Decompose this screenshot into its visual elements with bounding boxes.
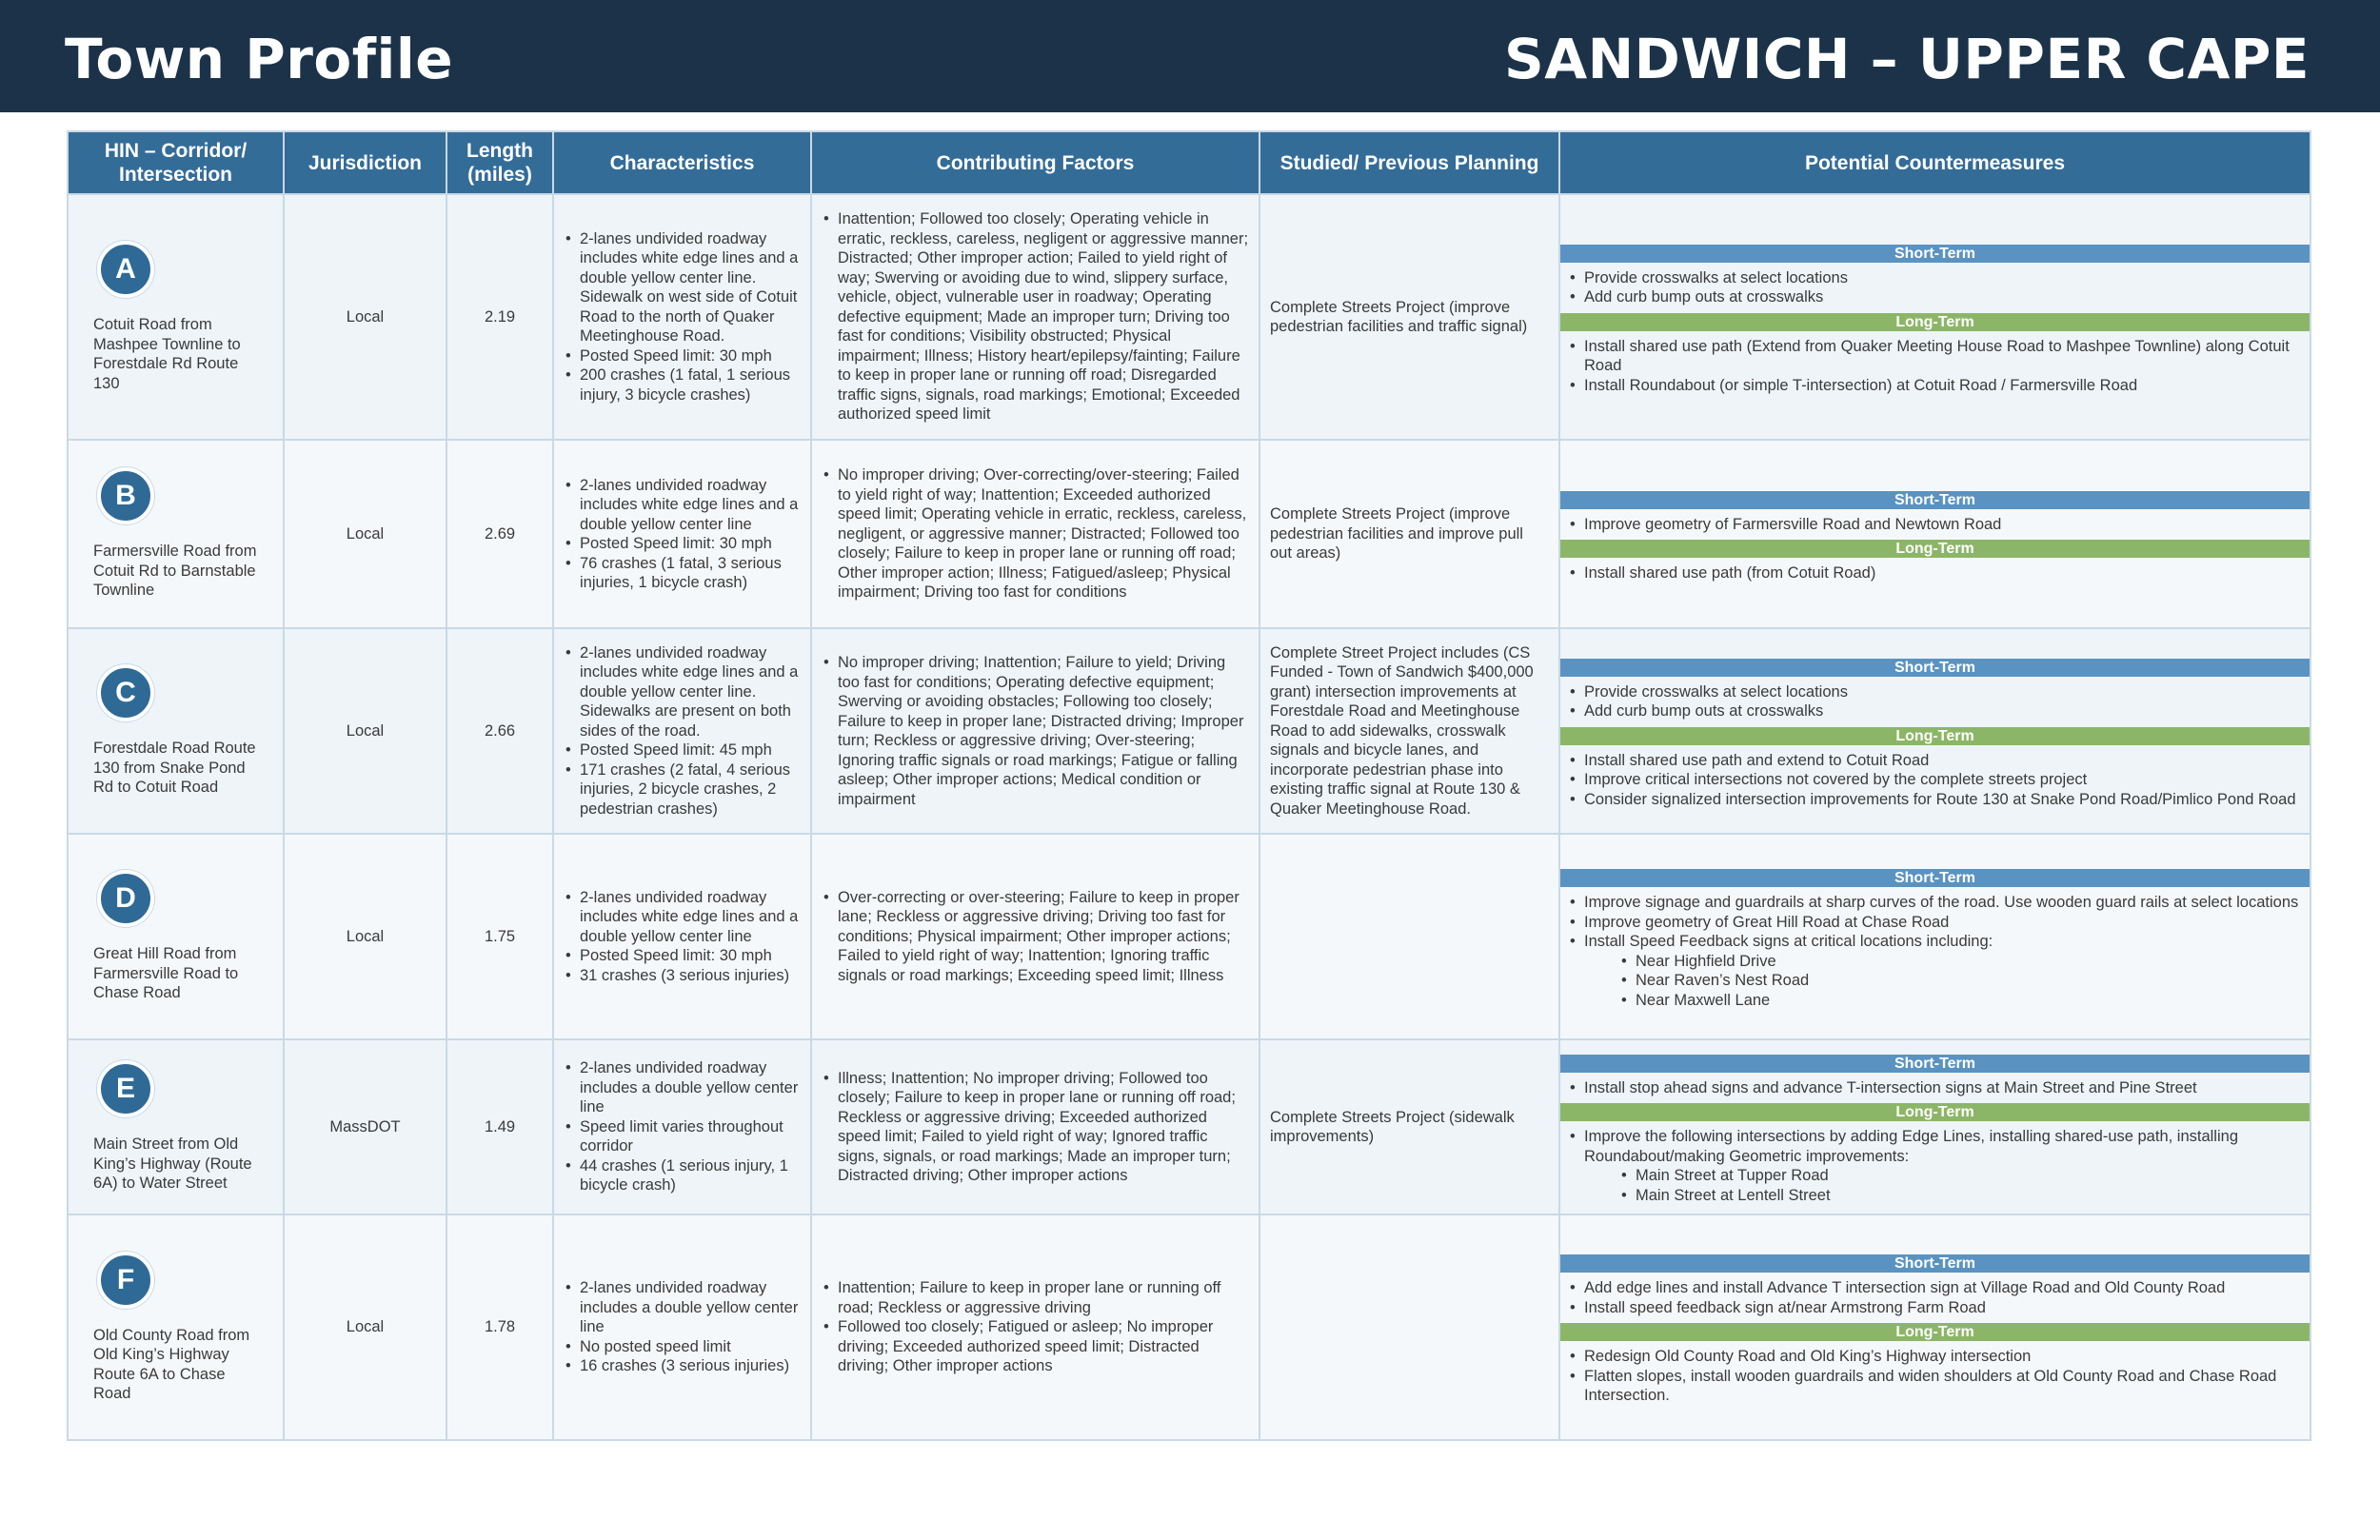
list-item: • 2-lanes undivided roadway includes white edge lines and a double yellow center line. Sidewalks are present on both sides of the road.	[564, 643, 801, 741]
contributing-factors-list	[822, 209, 1249, 424]
list-item: • Posted Speed limit: 30 mph	[564, 946, 801, 966]
short-term-label: Short-Term	[1560, 1055, 2310, 1073]
characteristics-cell	[553, 834, 811, 1039]
list-item: • Improve geometry of Great Hill Road at Chase Road	[1568, 913, 2300, 933]
long-term-list	[1568, 337, 2300, 396]
long-term-list	[1568, 751, 2300, 810]
long-term-label: Long-Term	[1560, 1323, 2310, 1341]
short-term-measures	[1560, 682, 2310, 721]
length-cell: 2.66	[446, 628, 553, 834]
countermeasures-cell	[1559, 628, 2311, 834]
column-header: Length (miles)	[446, 131, 553, 194]
contributing-factors-list	[822, 1278, 1249, 1376]
long-term-measures	[1560, 337, 2310, 396]
long-term-label: Long-Term	[1560, 727, 2310, 745]
jurisdiction-cell: Local	[284, 834, 446, 1039]
long-term-measures	[1560, 563, 2310, 583]
jurisdiction-cell: Local	[284, 194, 446, 440]
list-item: • Redesign Old County Road and Old King’s Highway intersection	[1568, 1347, 2300, 1367]
list-item: • Install shared use path (Extend from Quaker Meeting House Road to Mashpee Townline) along Cotuit Road	[1568, 337, 2300, 376]
countermeasures-cell	[1559, 1039, 2311, 1214]
countermeasures-cell	[1559, 194, 2311, 440]
contributing-factors-list	[822, 1069, 1249, 1186]
list-item: • Install shared use path (from Cotuit Road)	[1568, 563, 2300, 583]
column-header: Jurisdiction	[284, 131, 446, 194]
list-item: • 2-lanes undivided roadway includes a double yellow center line	[564, 1278, 801, 1337]
list-item: • Provide crosswalks at select locations	[1568, 268, 2300, 288]
list-item: • Consider signalized intersection improvements for Route 130 at Snake Pond Road/Pimlico Pond Road	[1568, 790, 2300, 810]
corridor-letter-badge: D	[97, 870, 154, 927]
list-item: • Flatten slopes, install wooden guardrails and widen shoulders at Old County Road and Chase Road Intersection.	[1568, 1367, 2300, 1406]
list-item: • 2-lanes undivided roadway includes a double yellow center line	[564, 1058, 801, 1117]
list-item: • No improper driving; Over-correcting/over-steering; Failed to yield right of way; Inattention; Exceeded authorized speed limit; Operating vehicle in erratic, reckless, careless, negligent, or aggressive manner; Distracted; Followed too closely; Failure to keep in proper lane or running off road; Other improper action; Illness; Fatigued/asleep; Physical impairment; Driving too fast for conditions	[822, 465, 1249, 602]
previous-planning-text: Complete Streets Project (improve pedestrian facilities and improve pull out areas)	[1270, 505, 1523, 563]
list-item: • Inattention; Failure to keep in proper lane or running off road; Reckless or aggressive driving	[822, 1278, 1249, 1317]
column-header: Potential Countermeasures	[1559, 131, 2311, 194]
table-row	[68, 1214, 2311, 1440]
short-term-measures	[1560, 1078, 2310, 1098]
characteristics-list	[564, 476, 801, 593]
list-item: • Improve the following intersections by adding Edge Lines, installing shared-use path, installing Roundabout/making Geometric improvements:	[1568, 1127, 2300, 1166]
previous-planning-cell	[1259, 194, 1559, 440]
corridor-letter-badge: C	[97, 664, 154, 721]
list-item: • Followed too closely; Fatigued or asleep; No improper driving; Exceeded authorized speed limit; Distracted driving; Other improper actions	[822, 1317, 1249, 1376]
characteristics-list	[564, 229, 801, 405]
contributing-factors-cell	[811, 834, 1259, 1039]
countermeasures-wrap	[1560, 245, 2310, 396]
contributing-factors-cell	[811, 194, 1259, 440]
long-term-measures	[1560, 751, 2310, 810]
list-item: • No improper driving; Inattention; Failure to yield; Driving too fast for conditions; Operating defective equipment; Swerving or avoiding obstacles; Following too closely; Failure to keep in proper lane; Distracted driving; Improper turn; Reckless or aggressive driving; Over-steering; Ignoring traffic signals or road markings; Fatigue or falling asleep; Other improper actions; Medical condition or impairment	[822, 653, 1249, 809]
corridor-name: Farmersville Road from Cotuit Rd to Barnstable Townline	[93, 543, 257, 600]
column-header: Characteristics	[553, 131, 811, 194]
contributing-factors-cell	[811, 1214, 1259, 1440]
list-item: • Near Raven’s Nest Road	[1619, 971, 2300, 991]
countermeasures-wrap	[1560, 659, 2310, 810]
jurisdiction-cell: Local	[284, 440, 446, 628]
list-item: • 44 crashes (1 serious injury, 1 bicycle crash)	[564, 1156, 801, 1195]
town-region-title: SANDWICH – UPPER CAPE	[1503, 27, 2310, 91]
list-item: • Main Street at Lentell Street	[1619, 1186, 2300, 1206]
short-term-label: Short-Term	[1560, 245, 2310, 263]
list-item: • 76 crashes (1 fatal, 3 serious injuries, 1 bicycle crash)	[564, 554, 801, 593]
long-term-list	[1568, 563, 2300, 583]
length-cell: 2.19	[446, 194, 553, 440]
list-item: • Over-correcting or over-steering; Failure to keep in proper lane; Reckless or aggressive driving; Driving too fast for conditions; Physical impairment; Other improper actions; Failed to yield right of way; Inattention; Ignoring traffic signals or road markings; Exceeding speed limit; Illness	[822, 888, 1249, 986]
table-row	[68, 194, 2311, 440]
list-item: • Install stop ahead signs and advance T-intersection signs at Main Street and Pine Street	[1568, 1078, 2300, 1098]
header-bar	[0, 0, 2380, 112]
corridor-name: Cotuit Road from Mashpee Townline to Forestdale Rd Route 130	[93, 316, 241, 392]
corridor-letter-badge: E	[97, 1060, 154, 1117]
table-row	[68, 628, 2311, 834]
long-term-label: Long-Term	[1560, 1103, 2310, 1121]
corridor-cell	[68, 194, 284, 440]
list-item: • Improve geometry of Farmersville Road and Newtown Road	[1568, 515, 2300, 535]
length-cell: 2.69	[446, 440, 553, 628]
list-item: • Speed limit varies throughout corridor	[564, 1117, 801, 1156]
table-row	[68, 1039, 2311, 1214]
table-row	[68, 834, 2311, 1039]
list-item: • Posted Speed limit: 30 mph	[564, 534, 801, 554]
list-item: • Inattention; Followed too closely; Operating vehicle in erratic, reckless, careless, negligent or aggressive manner; Distracted; Other improper action; Failed to yield right of way; Swerving or avoiding due to wind, slippery surface, vehicle, object, vulnerable user in roadway; Operating defective equipment; Made an improper turn; Driving too fast for conditions; Visibility obstructed; Physical impairment; Illness; History heart/epilepsy/fainting; Failure to keep in proper lane or running off road; Disregarded traffic signs, signals, road markings; Emotional; Exceeded authorized speed limit	[822, 209, 1249, 424]
list-item: • 31 crashes (3 serious injuries)	[564, 966, 801, 986]
list-item: • 2-lanes undivided roadway includes white edge lines and a double yellow center line	[564, 888, 801, 947]
long-term-list	[1568, 1127, 2300, 1166]
contributing-factors-list	[822, 888, 1249, 986]
list-item: • Provide crosswalks at select locations	[1568, 682, 2300, 702]
contributing-factors-cell	[811, 440, 1259, 628]
list-item: • Improve signage and guardrails at sharp curves of the road. Use wooden guard rails at select locations	[1568, 893, 2300, 913]
list-item: • 16 crashes (3 serious injuries)	[564, 1356, 801, 1376]
page-title: Town Profile	[65, 27, 454, 91]
list-item: • Posted Speed limit: 45 mph	[564, 740, 801, 760]
long-term-label: Long-Term	[1560, 540, 2310, 558]
previous-planning-text: Complete Street Project includes (CS Funded - Town of Sandwich $400,000 grant) intersection improvements at Forestdale Road and Meetinghouse Road to add sidewalks, crosswalk signals and bicycle lanes, and incorporate pedestrian phase into existing traffic signal at Route 130 & Quaker Meetinghouse Road.	[1270, 643, 1534, 818]
corridor-cell	[68, 1039, 284, 1214]
length-cell: 1.49	[446, 1039, 553, 1214]
list-item: • Install Roundabout (or simple T-intersection) at Cotuit Road / Farmersville Road	[1568, 376, 2300, 396]
previous-planning-cell	[1259, 1039, 1559, 1214]
countermeasures-wrap	[1560, 869, 2310, 1010]
jurisdiction-cell: Local	[284, 628, 446, 834]
countermeasures-wrap	[1560, 1055, 2310, 1206]
town-profile-table	[67, 130, 2311, 1441]
table-row	[68, 440, 2311, 628]
list-item: • Near Maxwell Lane	[1619, 991, 2300, 1011]
short-term-measures	[1560, 268, 2310, 307]
characteristics-list	[564, 1058, 801, 1195]
list-item: • 171 crashes (2 fatal, 4 serious injuries, 2 bicycle crashes, 2 pedestrian crashes)	[564, 760, 801, 819]
corridor-cell	[68, 440, 284, 628]
short-term-measures	[1560, 515, 2310, 535]
short-term-list	[1568, 1078, 2300, 1098]
long-term-measures	[1560, 1127, 2310, 1205]
corridor-cell	[68, 834, 284, 1039]
contributing-factors-list	[822, 465, 1249, 602]
jurisdiction-cell: Local	[284, 1214, 446, 1440]
short-term-label: Short-Term	[1560, 869, 2310, 887]
long-term-sublist	[1568, 1166, 2300, 1205]
corridor-letter-badge: F	[97, 1252, 154, 1309]
corridor-name: Forestdale Road Route 130 from Snake Pond Rd to Cotuit Road	[93, 740, 256, 797]
characteristics-list	[564, 888, 801, 986]
list-item: • 2-lanes undivided roadway includes white edge lines and a double yellow center line	[564, 476, 801, 535]
list-item: • Add curb bump outs at crosswalks	[1568, 287, 2300, 307]
characteristics-cell	[553, 440, 811, 628]
characteristics-cell	[553, 628, 811, 834]
corridor-letter-badge: A	[97, 241, 154, 298]
previous-planning-cell	[1259, 1214, 1559, 1440]
list-item: • No posted speed limit	[564, 1337, 801, 1357]
list-item: • 200 crashes (1 fatal, 1 serious injury, 3 bicycle crashes)	[564, 365, 801, 405]
contributing-factors-cell	[811, 628, 1259, 834]
list-item: • Install speed feedback sign at/near Armstrong Farm Road	[1568, 1298, 2300, 1318]
short-term-list	[1568, 893, 2300, 952]
characteristics-list	[564, 643, 801, 819]
characteristics-cell	[553, 1039, 811, 1214]
list-item: • Install shared use path and extend to Cotuit Road	[1568, 751, 2300, 771]
previous-planning-cell	[1259, 440, 1559, 628]
corridor-cell	[68, 628, 284, 834]
countermeasures-wrap	[1560, 1254, 2310, 1406]
list-item: • Main Street at Tupper Road	[1619, 1166, 2300, 1186]
previous-planning-text: Complete Streets Project (sidewalk improvements)	[1270, 1108, 1515, 1145]
jurisdiction-cell: MassDOT	[284, 1039, 446, 1214]
short-term-label: Short-Term	[1560, 1254, 2310, 1273]
long-term-measures	[1560, 1347, 2310, 1406]
list-item: • Install Speed Feedback signs at critical locations including:	[1568, 932, 2300, 952]
list-item: • Add curb bump outs at crosswalks	[1568, 701, 2300, 721]
corridor-cell	[68, 1214, 284, 1440]
short-term-measures	[1560, 1278, 2310, 1317]
previous-planning-cell	[1259, 834, 1559, 1039]
corridor-name: Old County Road from Old King’s Highway Route 6A to Chase Road	[93, 1326, 250, 1402]
list-item: • Add edge lines and install Advance T intersection sign at Village Road and Old County Road	[1568, 1278, 2300, 1298]
corridor-letter-badge: B	[97, 467, 154, 524]
previous-planning-cell	[1259, 628, 1559, 834]
corridor-name: Main Street from Old King’s Highway (Route 6A) to Water Street	[93, 1135, 252, 1193]
contributing-factors-list	[822, 653, 1249, 809]
characteristics-cell	[553, 194, 811, 440]
list-item: • 2-lanes undivided roadway includes white edge lines and a double yellow center line. Sidewalk on west side of Cotuit Road to the north of Quaker Meetinghouse Road.	[564, 229, 801, 346]
list-item: • Near Highfield Drive	[1619, 952, 2300, 972]
length-cell: 1.75	[446, 834, 553, 1039]
column-header: Contributing Factors	[811, 131, 1259, 194]
short-term-label: Short-Term	[1560, 491, 2310, 509]
contributing-factors-cell	[811, 1039, 1259, 1214]
corridor-name: Great Hill Road from Farmersville Road to Chase Road	[93, 945, 239, 1002]
short-term-list	[1568, 1278, 2300, 1317]
list-item: • Improve critical intersections not covered by the complete streets project	[1568, 770, 2300, 790]
characteristics-cell	[553, 1214, 811, 1440]
short-term-list	[1568, 682, 2300, 721]
long-term-list	[1568, 1347, 2300, 1406]
length-cell: 1.78	[446, 1214, 553, 1440]
long-term-label: Long-Term	[1560, 313, 2310, 331]
short-term-list	[1568, 268, 2300, 307]
short-term-list	[1568, 515, 2300, 535]
short-term-measures	[1560, 893, 2310, 1010]
characteristics-list	[564, 1278, 801, 1376]
countermeasures-cell	[1559, 1214, 2311, 1440]
list-item: • Illness; Inattention; No improper driving; Followed too closely; Failure to keep in proper lane or running off road; Reckless or aggressive driving; Exceeded authorized speed limit; Failed to yield right of way; Ignored traffic signs, signals, or road markings; Made an improper turn; Distracted driving; Other improper actions	[822, 1069, 1249, 1186]
countermeasures-cell	[1559, 440, 2311, 628]
countermeasures-wrap	[1560, 491, 2310, 583]
list-item: • Posted Speed limit: 30 mph	[564, 346, 801, 366]
previous-planning-text: Complete Streets Project (improve pedestrian facilities and traffic signal)	[1270, 298, 1528, 335]
short-term-sublist	[1568, 952, 2300, 1011]
short-term-label: Short-Term	[1560, 659, 2310, 677]
table-header-row	[68, 131, 2311, 194]
column-header: Studied/ Previous Planning	[1259, 131, 1559, 194]
column-header: HIN – Corridor/ Intersection	[68, 131, 284, 194]
countermeasures-cell	[1559, 834, 2311, 1039]
